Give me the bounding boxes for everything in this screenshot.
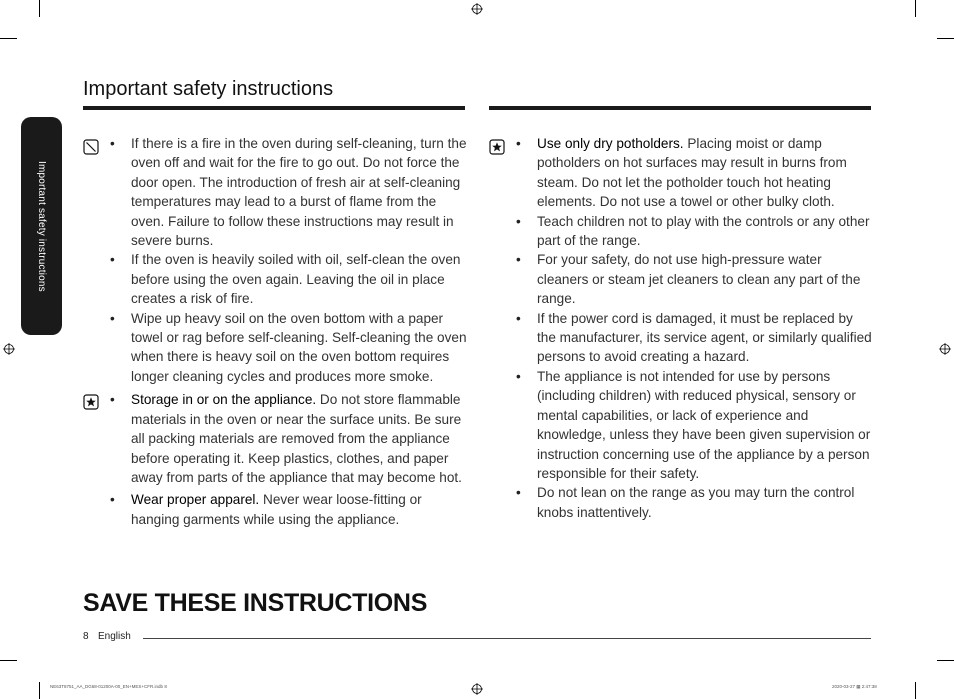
- title-rule-right: [489, 106, 871, 110]
- side-tab-label: Important safety instructions: [36, 160, 47, 292]
- list-item: [83, 490, 468, 529]
- apparel-list: [83, 390, 468, 529]
- registration-mark-icon: [471, 683, 483, 695]
- item-lead: Storage in or on the appliance.: [131, 392, 317, 408]
- right-column: [489, 134, 875, 522]
- page-number: 8: [83, 631, 89, 642]
- page-title: Important safety instructions: [83, 78, 334, 100]
- item-lead: Use only dry potholders.: [537, 136, 684, 151]
- title-rule-left: [83, 106, 465, 110]
- item-text: Do not store flammable materials in the oven or near the surface units. Be sure all packing materials are removed from the appliance before operating it. Keep plastics, clothes, and paper away from parts of the appliance that may become hot.: [131, 392, 462, 485]
- footer-language: English: [98, 631, 131, 642]
- list-item: • If there is a fire in the oven during self-cleaning, turn the oven off and wait for the fire to go out. Do not force the door open. The introduction of fresh air at self-cleaning temperatures may lead to a burst of flame from the oven. Failure to follow these instructions may result in severe burns.: [83, 134, 468, 250]
- list-item: • If the power cord is damaged, it must be replaced by the manufacturer, its service agent, or similarly qualified persons to avoid creating a hazard.: [489, 309, 875, 367]
- left-column: [83, 134, 468, 529]
- list-item: • Wipe up heavy soil on the oven bottom with a paper towel or rag before self-cleaning. Self-cleaning the oven when there is heavy soil on the oven bottom requires longer cleaning cycles and produces more smoke.: [83, 309, 468, 387]
- list-item: • If the oven is heavily soiled with oil, self-clean the oven before using the oven again. Leaving the oil in place creates a risk of fire.: [83, 250, 468, 308]
- item-text: Placing moist or damp potholders on hot surfaces may result in burns from steam. Do not let the potholder touch hot heating elements. Do not use a towel or other bulky cloth.: [537, 136, 847, 210]
- list-item: [83, 390, 468, 487]
- side-tab[interactable]: [21, 117, 62, 335]
- list-item: • Teach children not to play with the controls or any other part of the range.: [489, 212, 875, 251]
- fire-safety-list: [83, 134, 468, 386]
- list-item: [489, 134, 875, 212]
- list-item: • Do not lean on the range as you may turn the control knobs inattentively.: [489, 483, 875, 522]
- registration-mark-icon: [471, 3, 483, 15]
- registration-mark-icon: [3, 343, 15, 355]
- print-slug-right: 2020-03-27 ▦ 2:47:38: [832, 684, 877, 689]
- list-item: • For your safety, do not use high-pressure water cleaners or steam jet cleaners to clean any part of the range.: [489, 250, 875, 308]
- save-instructions-heading: SAVE THESE INSTRUCTIONS: [83, 589, 428, 617]
- registration-mark-icon: [939, 343, 951, 355]
- item-text: Never wear loose-fitting or hanging garments while using the appliance.: [131, 492, 422, 527]
- footer-rule: [143, 638, 871, 639]
- print-slug-left: NE63T8751_AA_DG68-01200A-00_EN+MES+CFR.indb 8: [50, 684, 167, 689]
- list-item: • The appliance is not intended for use by persons (including children) with reduced physical, sensory or mental capabilities, or lack of experience and knowledge, unless they have been given supervision or instruction concerning use of the appliance by a person responsible for their safety.: [489, 367, 875, 483]
- item-lead: Wear proper apparel.: [131, 492, 260, 508]
- general-safety-list: [489, 134, 875, 522]
- storage-section: [83, 390, 468, 529]
